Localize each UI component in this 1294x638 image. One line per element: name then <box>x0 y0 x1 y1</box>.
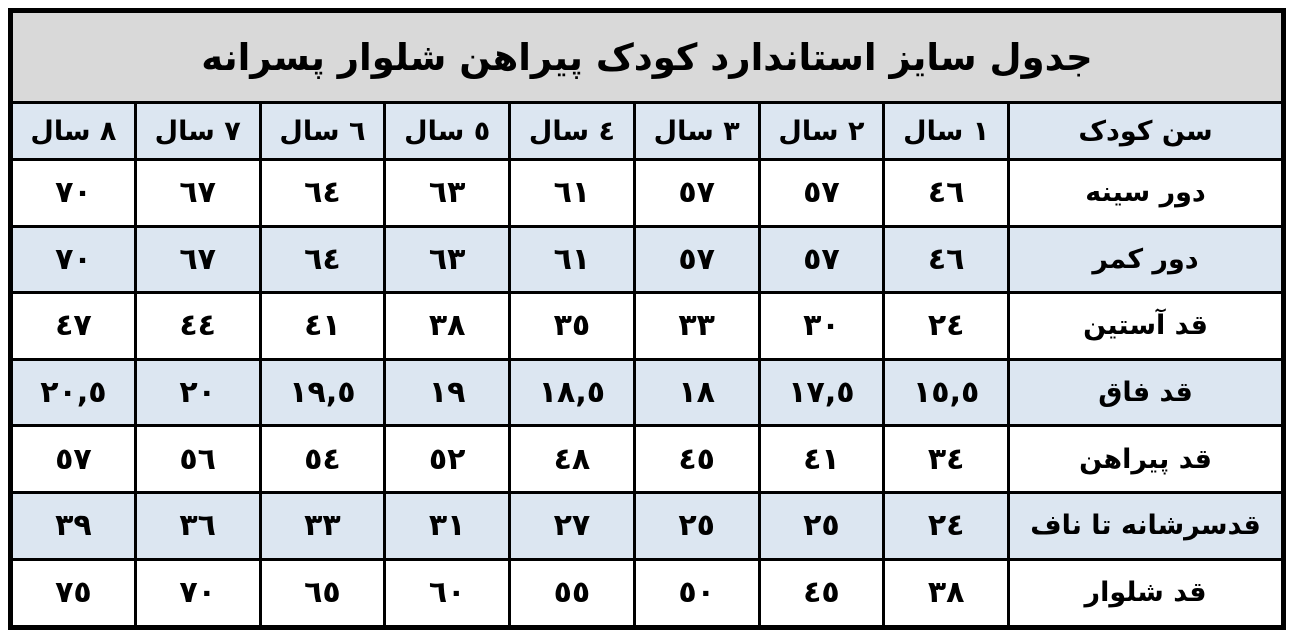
value-cell: ٣٣ <box>260 492 385 559</box>
value-cell: ١٨,٥ <box>510 359 635 426</box>
value-cell: ٦٧ <box>135 226 260 293</box>
value-cell: ٦٥ <box>260 559 385 627</box>
value-cell: ٦٣ <box>385 226 510 293</box>
table-row <box>11 559 1284 627</box>
row-label-cell: قد آستین <box>1009 293 1284 360</box>
row-label-cell: دور سینه <box>1009 160 1284 227</box>
age-header-cell: ٦ سال <box>260 103 385 160</box>
value-cell: ٦١ <box>510 226 635 293</box>
value-cell: ٢٠ <box>135 359 260 426</box>
value-cell: ٢٠,٥ <box>11 359 136 426</box>
age-header-cell: ٢ سال <box>759 103 884 160</box>
row-label-cell: قد فاق <box>1009 359 1284 426</box>
value-cell: ٣٥ <box>510 293 635 360</box>
table-row <box>11 426 1284 493</box>
value-cell: ٢٥ <box>759 492 884 559</box>
value-cell: ٣٤ <box>884 426 1009 493</box>
table-body <box>11 160 1284 628</box>
value-cell: ١٥,٥ <box>884 359 1009 426</box>
value-cell: ٦٧ <box>135 160 260 227</box>
value-cell: ٦٠ <box>385 559 510 627</box>
value-cell: ٧٠ <box>135 559 260 627</box>
value-cell: ٢٤ <box>884 293 1009 360</box>
table-row <box>11 226 1284 293</box>
value-cell: ٧٥ <box>11 559 136 627</box>
value-cell: ١٧,٥ <box>759 359 884 426</box>
value-cell: ٦١ <box>510 160 635 227</box>
value-cell: ٤٧ <box>11 293 136 360</box>
value-cell: ٥٦ <box>135 426 260 493</box>
value-cell: ٤٦ <box>884 160 1009 227</box>
value-cell: ١٩ <box>385 359 510 426</box>
value-cell: ٣١ <box>385 492 510 559</box>
value-cell: ٦٤ <box>260 160 385 227</box>
row-label-cell: قد شلوار <box>1009 559 1284 627</box>
value-cell: ٢٥ <box>634 492 759 559</box>
value-cell: ٥٧ <box>634 226 759 293</box>
table-row <box>11 160 1284 227</box>
value-cell: ٣٨ <box>385 293 510 360</box>
value-cell: ٤٥ <box>759 559 884 627</box>
value-cell: ٥٢ <box>385 426 510 493</box>
value-cell: ١٩,٥ <box>260 359 385 426</box>
value-cell: ٤١ <box>759 426 884 493</box>
value-cell: ٥٥ <box>510 559 635 627</box>
value-cell: ٣٣ <box>634 293 759 360</box>
value-cell: ٥٠ <box>634 559 759 627</box>
value-cell: ٣٨ <box>884 559 1009 627</box>
row-label-cell: دور کمر <box>1009 226 1284 293</box>
value-cell: ٤٦ <box>884 226 1009 293</box>
age-header-cell: ١ سال <box>884 103 1009 160</box>
table-row <box>11 293 1284 360</box>
value-cell: ٢٤ <box>884 492 1009 559</box>
table-row <box>11 359 1284 426</box>
value-cell: ٣٦ <box>135 492 260 559</box>
age-header-cell: ٨ سال <box>11 103 136 160</box>
value-cell: ٥٧ <box>759 160 884 227</box>
value-cell: ٤٥ <box>634 426 759 493</box>
value-cell: ٥٧ <box>634 160 759 227</box>
age-header-cell: ٣ سال <box>634 103 759 160</box>
title-row <box>11 11 1284 103</box>
row-label-cell: قدسرشانه تا ناف <box>1009 492 1284 559</box>
value-cell: ٢٧ <box>510 492 635 559</box>
value-cell: ٤٨ <box>510 426 635 493</box>
header-row <box>11 103 1284 160</box>
value-cell: ١٨ <box>634 359 759 426</box>
value-cell: ٤١ <box>260 293 385 360</box>
size-table <box>8 8 1286 630</box>
value-cell: ٥٧ <box>11 426 136 493</box>
age-header-cell: ٤ سال <box>510 103 635 160</box>
value-cell: ٥٧ <box>759 226 884 293</box>
age-header-cell: ٧ سال <box>135 103 260 160</box>
value-cell: ٥٤ <box>260 426 385 493</box>
row-label-cell: قد پیراهن <box>1009 426 1284 493</box>
value-cell: ٦٤ <box>260 226 385 293</box>
corner-header-cell: سن کودک <box>1009 103 1284 160</box>
value-cell: ٤٤ <box>135 293 260 360</box>
value-cell: ٣٠ <box>759 293 884 360</box>
value-cell: ٧٠ <box>11 226 136 293</box>
page-title: جدول سایز استاندارد کودک پیراهن شلوار پسرانه <box>11 11 1284 103</box>
value-cell: ٧٠ <box>11 160 136 227</box>
table-row <box>11 492 1284 559</box>
value-cell: ٦٣ <box>385 160 510 227</box>
age-header-cell: ٥ سال <box>385 103 510 160</box>
value-cell: ٣٩ <box>11 492 136 559</box>
